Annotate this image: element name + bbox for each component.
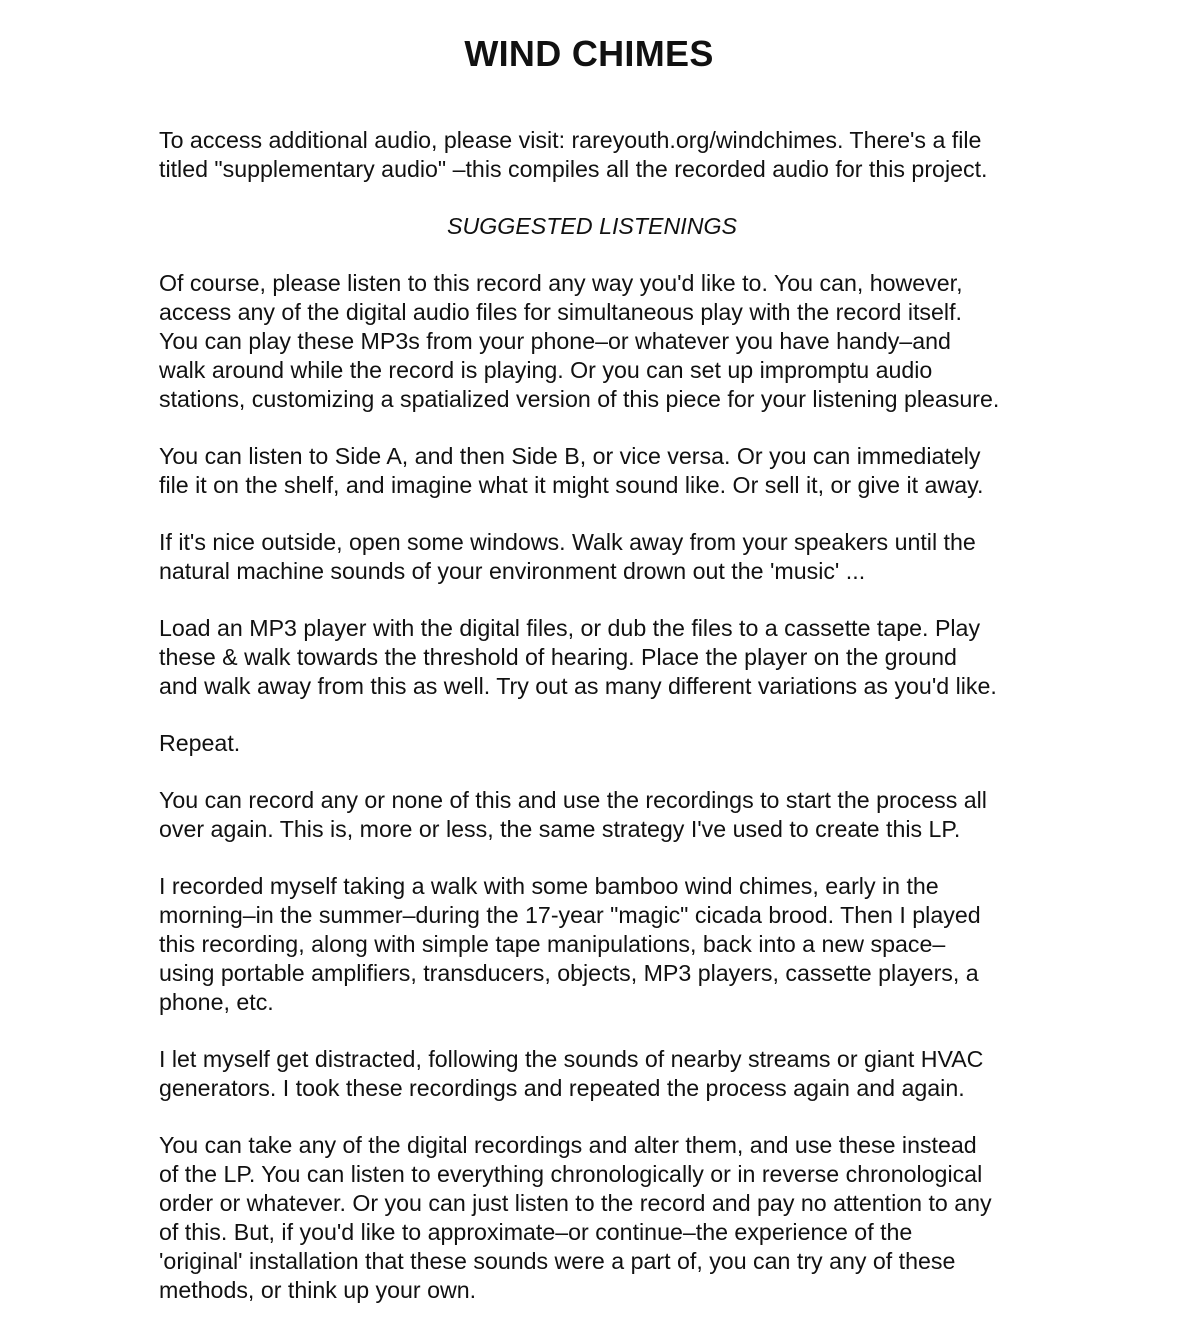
text-line: these & walk towards the threshold of hearing. Place the player on the ground xyxy=(159,644,957,670)
text-line: file it on the shelf, and imagine what it might sound like. Or sell it, or give it away. xyxy=(159,472,984,498)
text-line: 'original' installation that these sounds were a part of, you can try any of these xyxy=(159,1248,956,1274)
body-paragraph xyxy=(159,269,1059,414)
text-line: generators. I took these recordings and repeated the process again and again. xyxy=(159,1075,965,1101)
intro-paragraph xyxy=(159,126,1059,184)
text-line: You can take any of the digital recordings and alter them, and use these instead xyxy=(159,1132,977,1158)
body-paragraph xyxy=(159,614,1059,701)
text-line: of this. But, if you'd like to approximate–or continue–the experience of the xyxy=(159,1219,913,1245)
text-line: To access additional audio, please visit: rareyouth.org/windchimes. There's a file xyxy=(159,127,982,153)
text-line: and walk away from this as well. Try out as many different variations as you'd like. xyxy=(159,673,997,699)
document-title: WIND CHIMES xyxy=(464,33,714,74)
text-line: Repeat. xyxy=(159,730,241,756)
text-line: titled "supplementary audio" –this compiles all the recorded audio for this project. xyxy=(159,156,988,182)
paragraph-list xyxy=(159,269,1059,1305)
body-paragraph xyxy=(159,786,1059,844)
text-line: natural machine sounds of your environment drown out the 'music' ... xyxy=(159,558,866,584)
text-line: using portable amplifiers, transducers, objects, MP3 players, cassette players, a xyxy=(159,960,979,986)
body-paragraph xyxy=(159,729,1059,758)
text-line: stations, customizing a spatialized version of this piece for your listening pleasure. xyxy=(159,386,1000,412)
text-line: order or whatever. Or you can just listen to the record and pay no attention to any xyxy=(159,1190,992,1216)
section-heading: SUGGESTED LISTENINGS xyxy=(447,213,737,239)
body-paragraph xyxy=(159,442,1059,500)
text-line: this recording, along with simple tape manipulations, back into a new space– xyxy=(159,931,946,957)
body-paragraph xyxy=(159,872,1059,1017)
text-line: You can record any or none of this and use the recordings to start the process all xyxy=(159,787,987,813)
text-line: I let myself get distracted, following the sounds of nearby streams or giant HVAC xyxy=(159,1046,984,1072)
text-line: walk around while the record is playing. Or you can set up impromptu audio xyxy=(159,357,933,383)
text-line: morning–in the summer–during the 17-year "magic" cicada brood. Then I played xyxy=(159,902,981,928)
body-paragraph xyxy=(159,528,1059,586)
body-paragraph xyxy=(159,1131,1059,1305)
text-line: I recorded myself taking a walk with some bamboo wind chimes, early in the xyxy=(159,873,939,899)
document-body xyxy=(159,126,1059,1333)
body-paragraph xyxy=(159,1045,1059,1103)
text-line: access any of the digital audio files for simultaneous play with the record itself. xyxy=(159,299,962,325)
text-line: over again. This is, more or less, the same strategy I've used to create this LP. xyxy=(159,816,961,842)
text-line: of the LP. You can listen to everything chronologically or in reverse chronological xyxy=(159,1161,983,1187)
text-line: phone, etc. xyxy=(159,989,274,1015)
text-line: Of course, please listen to this record any way you'd like to. You can, however, xyxy=(159,270,963,296)
text-line: You can play these MP3s from your phone–or whatever you have handy–and xyxy=(159,328,951,354)
text-line: methods, or think up your own. xyxy=(159,1277,477,1303)
text-line: If it's nice outside, open some windows. Walk away from your speakers until the xyxy=(159,529,976,555)
text-line: Load an MP3 player with the digital files, or dub the files to a cassette tape. Play xyxy=(159,615,981,641)
text-line: You can listen to Side A, and then Side B, or vice versa. Or you can immediately xyxy=(159,443,981,469)
